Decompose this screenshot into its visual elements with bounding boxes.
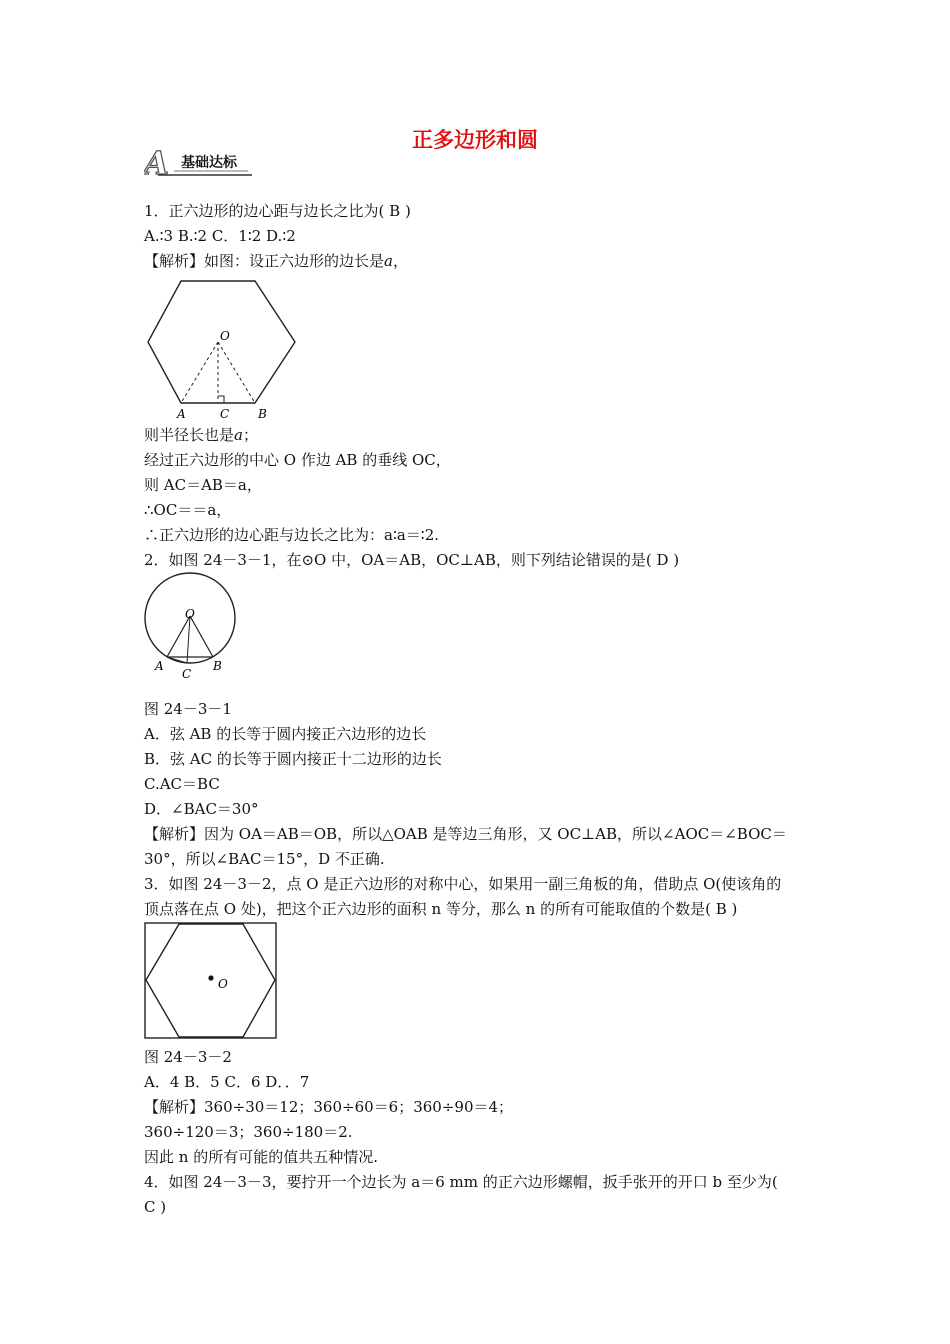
q1-line2: 经过正六边形的中心 O 作边 AB 的垂线 OC， [144,451,451,469]
q1-comma: ， [392,252,408,270]
q3-hexagon-in-square-figure [144,922,278,1040]
q3-label-o: O [218,977,228,991]
q3-analysis-3: 因此 n 的所有可能的值共五种情况. [144,1148,378,1166]
badge-letter: A [144,147,169,177]
q1-options: A.∶3 B.∶2 C．1∶2 D.∶2 [144,227,296,245]
q2-analysis-1: 【解析】因为 OA＝AB＝OB，所以△OAB 是等边三角形，又 OC⊥AB，所以∠AOC＝∠BOC＝ [144,825,787,843]
q2-label-a: A [155,659,164,673]
q2-option-c: C.AC＝BC [144,775,220,793]
section-badge-label: 基础达标 [181,155,237,171]
q2-caption: 图 24－3－1 [144,700,232,718]
q1-label-b: B [258,407,267,421]
q1-label-a: A [177,407,186,421]
q2-stem: 2．如图 24－3－1，在⊙O 中，OA＝AB，OC⊥AB，则下列结论错误的是( D ) [144,551,680,569]
q3-stem-2: 顶点落在点 O 处)，把这个正六边形的面积 n 等分，那么 n 的所有可能取值的个数是( B ) [144,900,738,918]
q4-stem-2: C ) [144,1198,167,1216]
q1-analysis-line [144,251,408,271]
q1-label-o: O [220,329,230,343]
q1-line1 [144,425,258,445]
q4-stem-1: 4．如图 24－3－3，要拧开一个边长为 a＝6 mm 的正六边形螺帽，扳手张开的开口 b 至少为( [144,1173,778,1191]
q3-analysis-1: 【解析】360÷30＝12；360÷60＝6；360÷90＝4； [144,1098,514,1116]
q1-hexagon-figure [144,278,304,423]
q1-line1-end: ； [242,426,258,444]
q3-caption: 图 24－3－2 [144,1048,232,1066]
q2-analysis-2: 30°，所以∠BAC＝15°，D 不正确. [144,850,385,868]
page-title: 正多边形和圆 [412,128,538,152]
q2-label-b: B [213,659,222,673]
q2-option-d: D．∠BAC＝30° [144,800,259,818]
q1-analysis-intro: 如图：设正六边形的边长是 [204,252,385,270]
q1-line1-text: 则半径长也是 [144,426,235,444]
q2-label-o: O [185,607,195,621]
q1-line1-var: a [234,426,243,444]
q1-stem: 1．正六边形的边心距与边长之比为( B ) [144,202,411,220]
q1-var-a: a [384,252,393,270]
q1-line5: ∴正六边形的边心距与边长之比为：a∶a＝∶2. [144,526,440,544]
q1-label-c: C [220,407,230,421]
q2-option-b: B．弦 AC 的长等于圆内接正十二边形的边长 [144,750,442,768]
q2-circle-figure [140,572,240,684]
q1-analysis-label: 【解析】 [144,252,205,270]
q2-label-c: C [182,667,192,681]
q1-line3: 则 AC＝AB＝a， [144,476,262,494]
q1-line4: ∴OC＝＝a， [144,501,232,519]
q3-options: A．4 B．5 C．6 D．．7 [144,1073,310,1091]
q3-stem-1: 3．如图 24－3－2，点 O 是正六边形的对称中心，如果用一副三角板的角，借助点 O(使该角的 [144,875,782,893]
q3-analysis-2: 360÷120＝3；360÷180＝2. [144,1123,353,1141]
q2-option-a: A．弦 AB 的长等于圆内接正六边形的边长 [144,725,427,743]
